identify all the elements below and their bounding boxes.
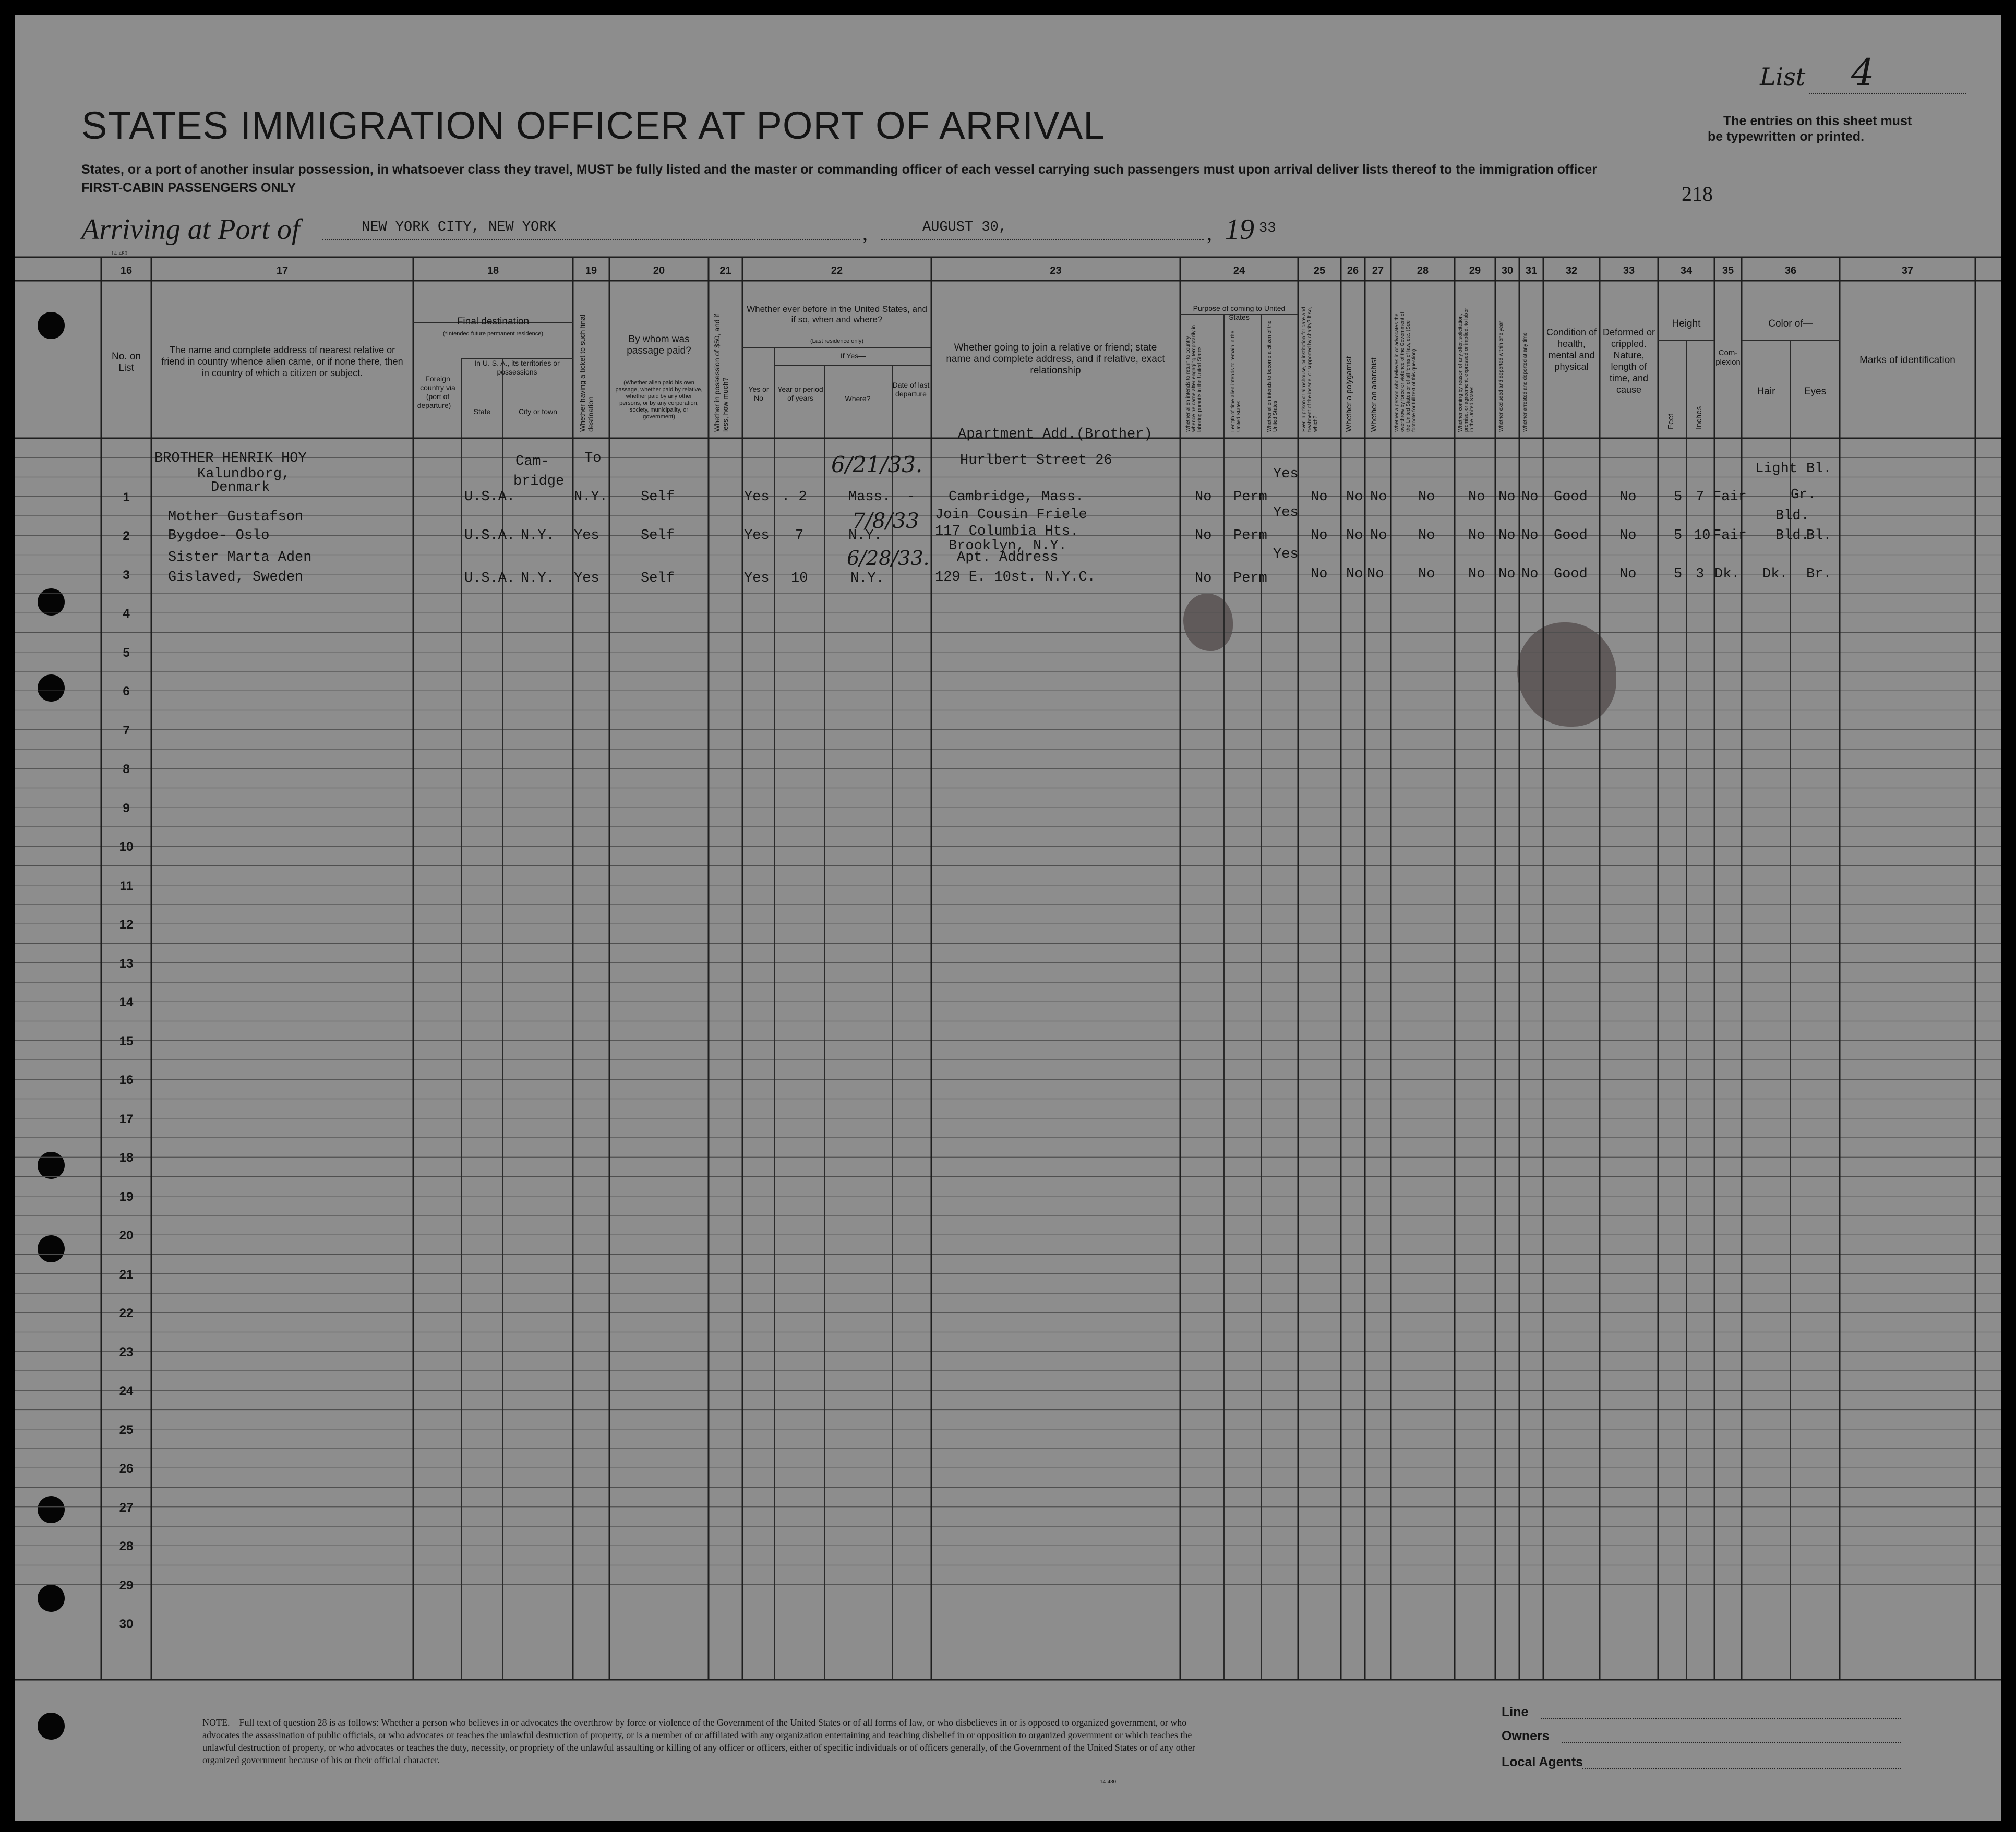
entry-2-polygamist: No [1346,528,1363,544]
column-number: 18 [487,265,499,276]
row-number: 11 [119,879,133,893]
column-number: 17 [276,265,289,276]
row-number: 16 [119,1073,134,1087]
entry-3-q29: No [1468,567,1485,582]
sheet-number: 218 [1682,182,1713,206]
column-number: 37 [1901,265,1914,276]
entry-3-q31: No [1521,567,1539,582]
column-number: 31 [1525,265,1538,276]
column-number: 20 [653,265,665,276]
entry-1-join-line3: Cambridge, Mass. [949,489,1084,505]
entry-2-q31: No [1521,528,1539,544]
entry-1-hair-line2: Bld. [1775,508,1809,524]
entry-2-complexion: Fair [1713,528,1747,544]
entry-3-anarchist: No [1367,567,1384,582]
entry-3-years: 10 [791,571,808,586]
row-number: 12 [119,918,134,932]
entry-2-eyes: Bl. [1806,528,1832,544]
entry-2-join-line3: Brooklyn, N.Y. [949,538,1067,554]
entry-2-q29: No [1468,528,1485,544]
row-number: 2 [123,529,130,543]
list-number: 4 [1851,51,1875,94]
entry-1-years: . 2 [782,489,807,505]
entry-1-departure-handwritten: 6/21/33. [831,452,923,477]
entry-3-ticket: Yes [574,571,599,586]
header-arrested: Whether arrested and deported at any time [1522,332,1528,432]
header-state: State [473,407,491,416]
entry-3-health: Good [1554,567,1588,582]
entry-3-inches: 3 [1696,567,1705,582]
footer-owners-underline [1562,1742,1901,1743]
header-relative: The name and complete address of nearest relative or friend in country whence alien came, or if none there, then in country of which a citizen or subject. [161,345,403,378]
entry-2-state: U.S.A. [464,528,515,544]
row-number: 3 [123,568,130,582]
column-number: 36 [1784,265,1797,276]
port: NEW YORK CITY, NEW YORK [362,220,556,235]
entry-2-join-line1: Join Cousin Friele [935,507,1087,523]
entry-1-feet: 5 [1674,489,1683,505]
arriving-label: Arriving at Port of [81,213,300,246]
row-number: 8 [123,762,130,776]
header-question-28: Whether a person who believes in or advocates the overthrow by force or violence of the Government of the United States or of all forms of law, etc. (See footnote for full text of this question) [1394,311,1417,432]
entry-1-hair-line1: Light [1755,461,1798,477]
entry-3-return: No [1195,571,1212,586]
column-number: 25 [1313,265,1326,276]
entry-1-citizen: Yes [1273,466,1299,482]
entry-1-q31: No [1521,489,1539,505]
header-passage-paid: By whom was passage paid? [627,334,691,356]
row-number: 6 [123,684,130,698]
entry-1-q28: No [1418,489,1435,505]
header-feet: Feet [1666,413,1675,429]
entry-2-inches: 10 [1694,528,1711,544]
entry-2-years: 7 [795,528,804,544]
entry-1-where: Mass. [848,489,891,505]
header-height: Height [1672,318,1701,329]
column-number: 34 [1680,265,1693,276]
row-number: 22 [119,1306,134,1320]
entry-2-feet: 5 [1674,528,1683,544]
row-number: 7 [123,724,130,738]
footer-line-label: Line [1502,1705,1529,1719]
header-complexion: Com-plexion [1715,348,1741,367]
header-yes-no: Yes or No [748,385,769,402]
entry-3-relative-line1: Sister Marta Aden [168,550,312,565]
entry-3-where: N.Y. [850,571,884,586]
row-number: 30 [119,1617,134,1631]
entry-3-paid-by: Self [641,571,675,586]
entry-2-citizen: Yes [1273,505,1299,521]
entry-3-relative-line2: Gislaved, Sweden [168,570,304,585]
entry-1-ticket-line1: To [584,451,602,466]
entry-2-prison: No [1311,528,1328,544]
header-excluded: Whether excluded and deported within one year [1498,321,1504,432]
header-join-relative: Whether going to join a relative or friend; state name and complete address, and if relative, exact relationship [946,342,1165,376]
entry-2-departure-handwritten: 7/8/33 [852,509,919,533]
typewritten-note-2: be typewritten or printed. [1708,129,1865,144]
entry-1-return: No [1195,489,1212,505]
column-number: 28 [1417,265,1429,276]
header-last-departure: Date of last departure [892,381,930,398]
year-prefix: 19 [1225,213,1254,246]
entry-1-relative-line2: Kalundborg, [197,466,291,482]
typewritten-note-1: The entries on this sheet must [1723,114,1912,128]
header-hair: Hair [1757,386,1775,397]
entry-3-length: Perm [1233,571,1267,586]
entry-3-polygamist: No [1346,567,1363,582]
column-number: 27 [1372,265,1384,276]
entry-3-deformed: No [1619,567,1637,582]
entry-1-city-line2: bridge [513,474,565,489]
column-number: 32 [1565,265,1578,276]
header-purpose-length: Length of time alien intends to remain in the United States [1230,330,1242,432]
header-marks: Marks of identification [1859,355,1955,366]
header-if-yes: If Yes— [840,352,866,360]
header-city: City or town [519,407,557,416]
entry-1-relative-line3: Denmark [211,480,270,496]
entry-1-eyes-line1: Bl. [1806,461,1832,477]
entry-3-q30: No [1498,567,1516,582]
header-inches: Inches [1695,406,1703,429]
entry-3-citizen: Yes [1273,547,1299,562]
form-code: 14-480 [111,250,128,257]
entry-3-join-line1: Apt. Address [957,550,1059,565]
header-purpose: Purpose of coming to United States [1193,304,1286,321]
column-number: 24 [1233,265,1245,276]
arrival-date: AUGUST 30, [922,220,1007,235]
entry-1-polygamist: No [1346,489,1363,505]
column-number: 23 [1050,265,1062,276]
manifest-sheet [15,15,2001,1821]
entry-2-return: No [1195,528,1212,544]
column-number: 19 [585,265,597,276]
entry-1-ticket-line2: N.Y. [574,489,608,505]
row-number: 21 [119,1268,134,1282]
date-comma: , [1207,221,1212,245]
entry-1-prison: No [1311,489,1328,505]
row-number: 17 [119,1112,134,1126]
row-number: 10 [119,840,134,854]
header-purpose-return: Whether alien intends to return to country whence he came after engaging temporarily in laboring pursuits in the United States [1185,324,1203,432]
column-number: 21 [719,265,731,276]
entry-2-deformed: No [1619,528,1637,544]
footer-owners-label: Owners [1502,1729,1550,1743]
header-passage-paid-sub: (Whether alien paid his own passage, whether paid by relative, whether paid by any other persons, or by any corporation, society, municipality, or government) [615,380,703,420]
row-number: 15 [119,1034,134,1048]
header-before-sub: (Last residence only) [810,338,864,344]
header-polygamist: Whether a polygamist [1345,356,1353,432]
header-health: Condition of health, mental and physical [1546,327,1597,372]
entry-1-relative-line1: BROTHER HENRIK HOY [154,451,307,466]
entry-2-length: Perm [1233,528,1267,544]
entry-1-length: Perm [1233,489,1267,505]
entry-1-deformed: No [1619,489,1637,505]
row-number: 9 [123,801,130,815]
entry-2-hair: Bld. [1775,528,1809,544]
entry-1-complexion: Fair [1713,489,1747,505]
row-number: 23 [119,1345,134,1359]
list-label: List [1760,63,1806,91]
row-number: 27 [119,1501,134,1515]
column-number: 33 [1623,265,1635,276]
header-deformed: Deformed or crippled. Nature, length of time, and cause [1602,327,1655,395]
column-number: 26 [1347,265,1359,276]
column-number: 16 [120,265,133,276]
entry-1-q29: No [1468,489,1485,505]
entry-3-before-yes: Yes [744,571,770,586]
entry-2-join-line2: 117 Columbia Hts. [935,524,1079,539]
row-number: 5 [123,646,130,660]
header-eyes: Eyes [1804,386,1827,397]
row-number: 26 [119,1462,134,1476]
header-prison: Ever in prison or almshouse, or institution for care and treatment of the insane, or supported by charity? If so, which? [1301,307,1318,432]
header-ticket: Whether having a ticket to such final destination [578,315,595,432]
entry-1-before-yes: Yes [744,489,770,505]
header-anarchist: Whether an anarchist [1370,357,1378,432]
row-number: 4 [123,607,130,621]
row-number: 24 [119,1384,134,1398]
entry-2-ticket: Yes [574,528,599,544]
column-number: 30 [1501,265,1514,276]
row-number: 1 [123,490,130,504]
entry-1-state: U.S.A. [464,489,515,505]
entry-1-anarchist: No [1370,489,1387,505]
row-number: 29 [119,1578,134,1593]
entry-2-q30: No [1498,528,1516,544]
entry-1-paid-by: Self [641,489,675,505]
row-number: 25 [119,1423,134,1437]
entry-1-eyes-line2: Gr. [1791,487,1816,503]
footer-line-underline [1541,1718,1901,1719]
header-foreign-country: Foreign country via (port of departure)— [417,375,459,409]
entry-3-hair: Dk. [1762,567,1788,582]
entry-2-city: N.Y. [521,528,555,544]
header-usa: In U. S. A., its territories or possessions [474,359,560,376]
entry-2-before-yes: Yes [744,528,770,544]
table-grid [15,15,2001,1821]
instructions: States, or a port of another insular possession, in whatsoever class they travel, MUST be fully listed and the master or commanding officer of each vessel carrying such passengers must upon arrival deliver lists thereof to the immigration officer [81,162,1597,177]
entry-3-feet: 5 [1674,567,1683,582]
footer-agents-underline [1582,1768,1901,1769]
column-number: 35 [1722,265,1734,276]
header-purpose-citizen: Whether alien intends to become a citizen of the United States [1267,320,1278,432]
entry-1-health: Good [1554,489,1588,505]
row-number: 13 [119,957,134,971]
header-final-destination: Final destination [457,316,530,327]
header-where: Where? [845,394,871,403]
page-title: STATES IMMIGRATION OFFICER AT PORT OF ARRIVAL [81,104,1106,147]
first-cabin: FIRST-CABIN PASSENGERS ONLY [81,180,296,195]
column-number: 29 [1469,265,1481,276]
header-color-of: Color of— [1768,318,1813,329]
header-no-on-list: No. on List [112,351,141,373]
header-before-in-us: Whether ever before in the United States, and if so, when and where? [747,304,927,324]
entry-1-inches: 7 [1696,489,1705,505]
entry-2-health: Good [1554,528,1588,544]
port-comma: , [862,221,868,245]
entry-2-relative-line1: Mother Gustafson [168,509,304,525]
entry-3-state: U.S.A. [464,571,515,586]
header-final-destination-sub: (*Intended future permanent residence) [442,331,543,337]
entry-3-join-line2: 129 E. 10st. N.Y.C. [935,570,1096,585]
entry-2-anarchist: No [1370,528,1387,544]
header-fifty-dollars: Whether in possession of $50, and if less, how much? [713,314,729,432]
entry-2-q28: No [1418,528,1435,544]
footer-agents-label: Local Agents [1502,1755,1583,1769]
entry-3-departure-handwritten: 6/28/33. [847,547,930,570]
entry-3-q28: No [1418,567,1435,582]
header-years: Year or period of years [777,385,823,402]
row-number: 28 [119,1539,134,1553]
row-number: 18 [119,1151,134,1165]
entry-2-relative-line2: Bygdoe- Oslo [168,528,270,544]
entry-3-eyes: Br. [1806,567,1832,582]
footer-form-code: 14-480 [1100,1779,1117,1785]
footnote-question-28: NOTE.—Full text of question 28 is as follows: Whether a person who believes in or advocates the overthrow by force or violence of the Government of the United States or of all forms of law, or who disbelieves in or is opposed to organized government, or who advocates the assassination of public officials, or who advocates or teaches the unlawful destruction of property, or is a member of or affiliated with any organization entertaining and teaching disbelief in or opposition to organized government or which teaches the unlawful destruction of property, or who advocates or teaches the duty, necessity, or propriety of the unlawful assaulting or killing of any officer or officers, either of specific individuals or of officers generally, of the Government of the United States or of any other organized government because of his or their official character. [202,1717,1195,1765]
entry-3-city: N.Y. [521,571,555,586]
entry-3-complexion: Dk. [1714,567,1740,582]
column-number: 22 [831,265,843,276]
row-number: 14 [119,995,134,1009]
entry-1-city-line1: Cam- [515,454,549,469]
entry-1-join-line2: Hurlbert Street 26 [960,453,1112,468]
entry-1-q30: No [1498,489,1516,505]
entry-1-departure: - [907,489,916,505]
year-suffix: 33 [1259,221,1276,236]
entry-3-prison: No [1311,567,1328,582]
row-number: 19 [119,1190,134,1204]
entry-1-join-line1: Apartment Add.(Brother) [958,427,1153,442]
row-number: 20 [119,1228,134,1243]
header-question-29: Whether coming by reason of any offer, solicitation, promise, or agreement, expressed or implied, to labor in the United States [1458,308,1475,432]
entry-2-paid-by: Self [641,528,675,544]
entry-2-where: N.Y. [848,528,882,544]
